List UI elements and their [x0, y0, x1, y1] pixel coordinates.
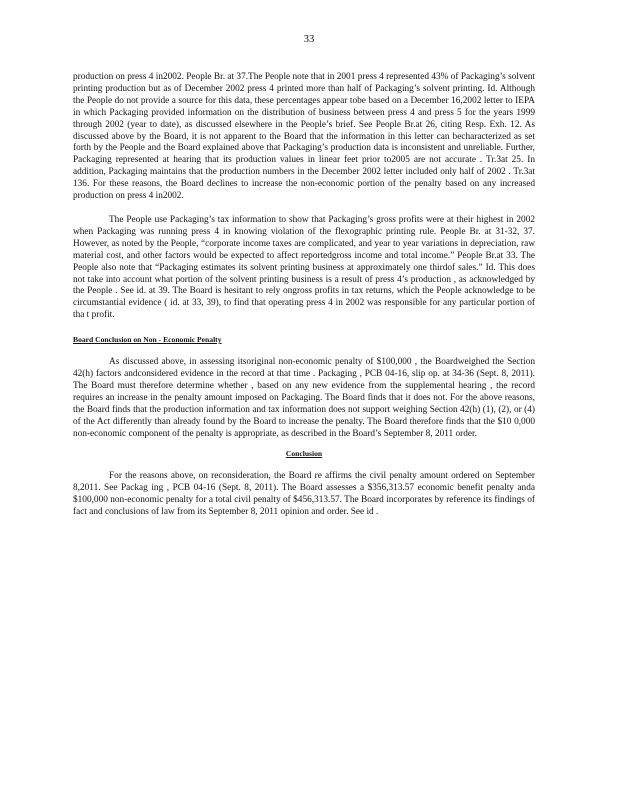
document-body — [73, 72, 535, 519]
paragraph-production: production on press 4 in2002. People Br. at 37.The People note that in 2001 press 4 represented 43% of Packaging’s solvent printing production but as of December 2002 press 4 printed more than half of Packaging’s solvent printing. Id. Although the People do not provide a source for this data, these percentages appear tobe based on a December 16,2002 letter to IEPA in which Packaging provided information on the distribution of business between press 4 and press 5 for the years 1999 through 2002 (year to date), as discussed elsewhere in the People’s brief. See People Br.at 26, citing Resp. Exh. 12. As discussed above by the Board, it is not apparent to the Board that the information in this letter can becharacterized as set forth by the People and the Board explained above that Packaging’s production data is inconsistent and unreliable. Further, Packaging represented at hearing that its production values in linear feet prior to2005 are not accurate . Tr.3at 25. In addition, Packaging maintains that the production numbers in the December 2002 letter included only half of 2002 . Tr.3at 136. For these reasons, the Board declines to increase the non-economic portion of the penalty based on any increased production on press 4 in2002. — [73, 72, 535, 202]
paragraph-tax-information: The People use Packaging’s tax information to show that Packaging’s gross profits were at their highest in 2002 when Packaging was running press 4 in knowing violation of the flexographic printing rule. People Br. at 31-32, 37. However, as noted by the People, “corporate income taxes are complicated, and year to year variations in depreciation, raw material cost, and other factors would be expected to affect reportedgross income and total income.” People Br.at 33. The People also note that “Packaging estimates its solvent printing business at approximately one thirdof sales.” Id. This does not take into account what portion of the solvent printing business is a result of press 4’s production , as acknowledged by the People . See id. at 39. The Board is hesitant to rely ongross profits in tax returns, which the People acknowledge to be circumstantial evidence ( id. at 33, 39), to find that operating press 4 in 2002 was responsible for any particular portion of tha t profit. — [73, 214, 535, 321]
section-subheading: Board Conclusion on Non - Economic Penalty — [73, 335, 222, 345]
page-number: 33 — [303, 34, 315, 45]
conclusion-heading: Conclusion — [285, 449, 323, 459]
paragraph-conclusion: For the reasons above, on reconsideration, the Board re affirms the civil penalty amount ordered on September 8,2011. See Packag ing , PCB 04-16 (Sept. 8, 2011). The Board assesses a $356,313.57 economic benefit penalty anda $100,000 non-economic penalty for a total civil penalty of $456,313.57. The Board incorporates by reference its findings of fact and conclusions of law from its September 8, 2011 opinion and order. See id . — [73, 471, 535, 518]
paragraph-board-conclusion: As discussed above, in assessing itsoriginal non-economic penalty of $100,000 , the Boardweighed the Section 42(h) factors andconsidered evidence in the record at that time . Packaging , PCB 04-16, slip op. at 34-36 (Sept. 8, 2011). The Board must therefore determine whether , based on any new evidence from the supplemental hearing , the record requires an increase in the penalty amount imposed on Packaging. The Board finds that it does not. For the above reasons, the Board finds that the production information and tax information does not support weighing Section 42(h) (1), (2), or (4) of the Act differently than already found by the Board to increase the penalty. The Board therefore finds that the $10 0,000 non-economic component of the penalty is appropriate, as described in the Board’s September 8, 2011 order. — [73, 357, 535, 439]
